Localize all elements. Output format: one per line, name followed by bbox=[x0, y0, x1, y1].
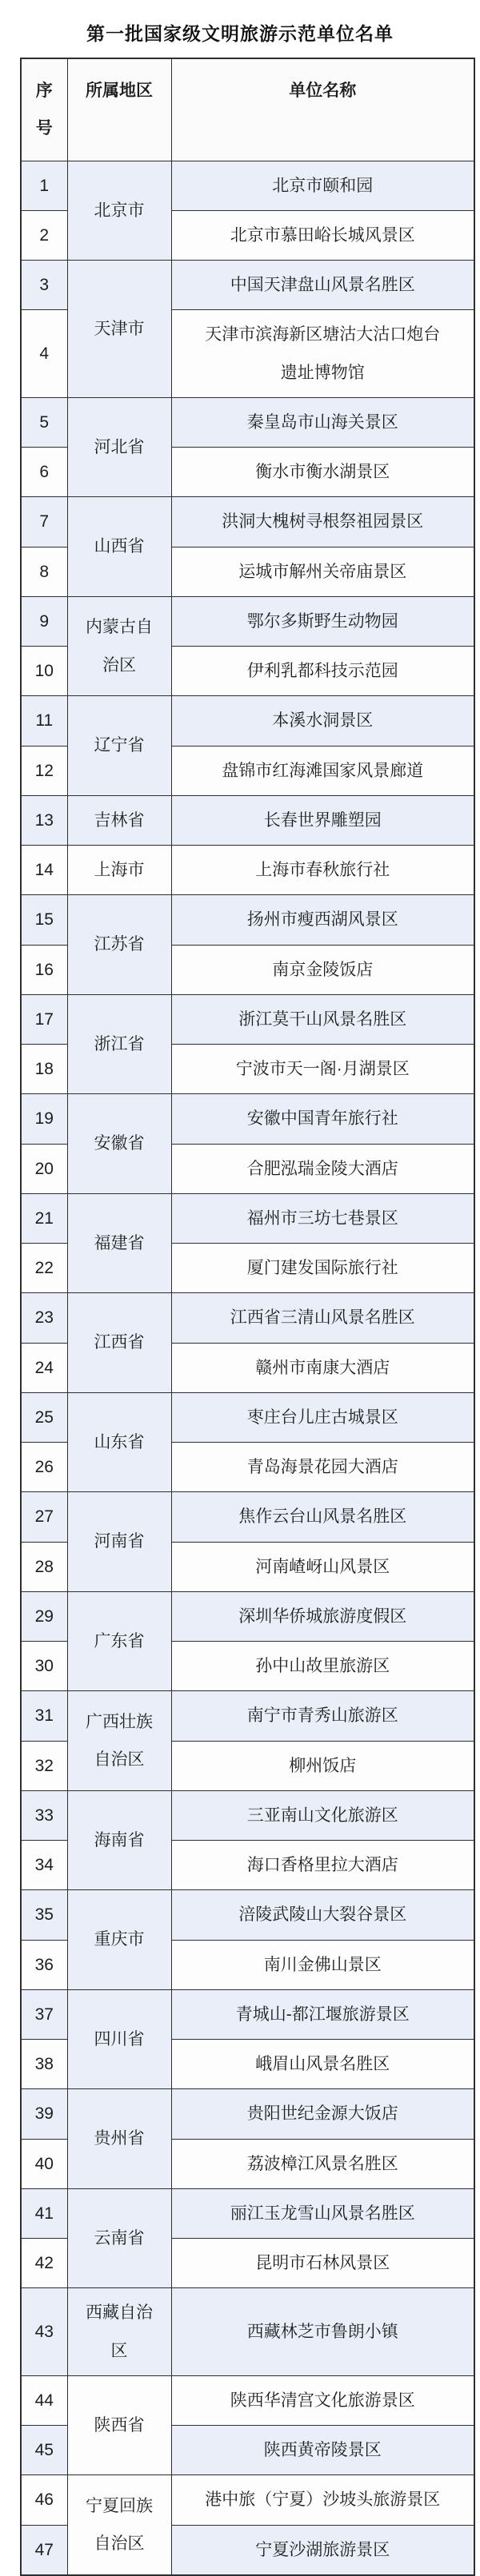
unit-name-text: 柳州饭店 bbox=[289, 1756, 357, 1775]
row-index-cell: 26 bbox=[21, 1443, 67, 1492]
row-index-cell: 38 bbox=[21, 2040, 67, 2089]
unit-name-cell bbox=[171, 795, 474, 845]
unit-name-cell bbox=[171, 2089, 474, 2139]
region-text: 贵州省 bbox=[94, 2129, 145, 2148]
table-row bbox=[21, 2188, 474, 2238]
region-text: 海南省 bbox=[94, 1830, 145, 1849]
unit-name-cell bbox=[171, 2375, 474, 2425]
region-cell bbox=[67, 1094, 171, 1194]
unit-name-cell bbox=[171, 1890, 474, 1940]
row-index-cell: 17 bbox=[21, 994, 67, 1044]
region-text: 浙江省 bbox=[94, 1034, 145, 1053]
unit-name-text: 本溪水洞景区 bbox=[272, 711, 374, 731]
row-index-cell: 32 bbox=[21, 1741, 67, 1790]
unit-name-text: 南宁市青秀山旅游区 bbox=[246, 1706, 398, 1726]
row-index-cell: 30 bbox=[21, 1642, 67, 1691]
table-body bbox=[21, 161, 474, 2575]
region-cell bbox=[67, 161, 171, 261]
row-index-cell: 18 bbox=[21, 1045, 67, 1094]
unit-name-cell bbox=[171, 547, 474, 596]
unit-name-cell bbox=[171, 161, 474, 210]
unit-name-text: 宁波市天一阁·月湖景区 bbox=[235, 1060, 410, 1078]
unit-name-cell bbox=[171, 1443, 474, 1492]
region-text: 陕西省 bbox=[94, 2415, 145, 2435]
table-header bbox=[21, 58, 474, 161]
region-text: 广东省 bbox=[94, 1631, 145, 1650]
unit-name-text: 青岛海景花园大酒店 bbox=[246, 1458, 398, 1476]
row-index-cell: 25 bbox=[21, 1392, 67, 1442]
row-index-cell: 41 bbox=[21, 2188, 67, 2238]
region-text: 宁夏回族自治区 bbox=[86, 2496, 153, 2553]
region-text: 山西省 bbox=[94, 537, 145, 556]
unit-name-text: 扬州市瘦西湖风景区 bbox=[246, 910, 398, 930]
unit-name-cell bbox=[171, 2288, 474, 2376]
unit-name-text: 海口香格里拉大酒店 bbox=[246, 1856, 398, 1874]
region-cell bbox=[67, 846, 171, 895]
region-text: 辽宁省 bbox=[94, 736, 145, 755]
region-cell bbox=[67, 2475, 171, 2575]
row-index-cell: 28 bbox=[21, 1542, 67, 1591]
region-text: 安徽省 bbox=[94, 1134, 145, 1153]
region-cell bbox=[67, 397, 171, 497]
row-index-cell: 23 bbox=[21, 1293, 67, 1343]
unit-name-text: 合肥泓瑞金陵大酒店 bbox=[246, 1159, 398, 1178]
row-index-cell: 21 bbox=[21, 1193, 67, 1243]
row-index-cell: 37 bbox=[21, 1989, 67, 2039]
region-cell bbox=[67, 994, 171, 1094]
unit-name-cell bbox=[171, 210, 474, 260]
unit-name-cell bbox=[171, 1989, 474, 2039]
unit-name-text: 运城市解州关帝庙景区 bbox=[238, 562, 407, 581]
table-row bbox=[21, 2288, 474, 2376]
region-text: 广西壮族自治区 bbox=[86, 1712, 153, 1769]
region-cell bbox=[67, 1193, 171, 1293]
row-index-cell: 6 bbox=[21, 448, 67, 497]
unit-name-cell bbox=[171, 1542, 474, 1591]
unit-name-cell bbox=[171, 1790, 474, 1840]
unit-name-text: 赣州市南康大酒店 bbox=[255, 1358, 390, 1377]
unit-name-cell bbox=[171, 448, 474, 497]
row-index-cell: 2 bbox=[21, 210, 67, 260]
unit-name-cell bbox=[171, 1591, 474, 1641]
table-row bbox=[21, 696, 474, 746]
row-index-cell: 45 bbox=[21, 2426, 67, 2475]
region-text: 西藏自治区 bbox=[86, 2303, 153, 2360]
unit-name-text: 南京金陵饭店 bbox=[272, 960, 374, 979]
region-cell bbox=[67, 2375, 171, 2475]
unit-name-text: 深圳华侨城旅游度假区 bbox=[238, 1607, 407, 1626]
region-text: 内蒙古自治区 bbox=[86, 618, 153, 675]
unit-name-cell bbox=[171, 1343, 474, 1392]
header-cell-index bbox=[21, 58, 67, 161]
unit-name-text: 北京市慕田峪长城风景区 bbox=[230, 225, 415, 245]
row-index-cell: 20 bbox=[21, 1144, 67, 1193]
table-row bbox=[21, 1790, 474, 1840]
row-index-cell: 27 bbox=[21, 1492, 67, 1542]
table-row bbox=[21, 1094, 474, 1144]
row-index-cell: 9 bbox=[21, 596, 67, 646]
unit-name-cell bbox=[171, 1244, 474, 1293]
unit-name-text: 洪洞大槐树寻根祭祖园景区 bbox=[222, 512, 424, 532]
region-cell bbox=[67, 1790, 171, 1890]
row-index-cell: 15 bbox=[21, 895, 67, 945]
unit-name-text: 荔波樟江风景名胜区 bbox=[246, 2154, 398, 2173]
table-row bbox=[21, 2375, 474, 2425]
unit-name-text: 西藏林芝市鲁朗小镇 bbox=[246, 2322, 398, 2341]
unit-name-text: 焦作云台山风景名胜区 bbox=[238, 1507, 407, 1527]
unit-name-text: 秦皇岛市山海关景区 bbox=[246, 412, 398, 432]
row-index-cell: 46 bbox=[21, 2475, 67, 2525]
region-cell bbox=[67, 1293, 171, 1393]
unit-name-cell bbox=[171, 994, 474, 1044]
table-row bbox=[21, 1293, 474, 1343]
row-index-cell: 35 bbox=[21, 1890, 67, 1940]
region-cell bbox=[67, 795, 171, 845]
table-row bbox=[21, 994, 474, 1044]
unit-name-cell bbox=[171, 1392, 474, 1442]
unit-name-cell bbox=[171, 2040, 474, 2089]
row-index-cell: 39 bbox=[21, 2089, 67, 2139]
region-cell bbox=[67, 1989, 171, 2089]
row-index-cell: 31 bbox=[21, 1691, 67, 1741]
unit-name-cell bbox=[171, 647, 474, 696]
table-row bbox=[21, 1691, 474, 1741]
region-text: 山东省 bbox=[94, 1432, 145, 1451]
unit-name-text: 青城山-都江堰旅游景区 bbox=[235, 2005, 410, 2024]
region-cell bbox=[67, 696, 171, 796]
table-row bbox=[21, 1989, 474, 2039]
row-index-cell: 24 bbox=[21, 1343, 67, 1392]
table-row bbox=[21, 1193, 474, 1243]
unit-name-text: 河南嵖岈山风景区 bbox=[255, 1557, 390, 1576]
region-text: 江西省 bbox=[94, 1333, 145, 1352]
unit-name-cell bbox=[171, 1193, 474, 1243]
region-text: 上海市 bbox=[94, 861, 145, 879]
row-index-cell: 8 bbox=[21, 547, 67, 596]
row-index-cell: 7 bbox=[21, 497, 67, 547]
row-index-cell: 29 bbox=[21, 1591, 67, 1641]
page-title: 第一批国家级文明旅游示范单位名单 bbox=[86, 23, 394, 44]
unit-name-cell bbox=[171, 2525, 474, 2575]
row-index-cell: 11 bbox=[21, 696, 67, 746]
region-text: 河南省 bbox=[94, 1532, 145, 1551]
unit-name-text: 衡水市衡水湖景区 bbox=[255, 463, 390, 481]
table-row bbox=[21, 497, 474, 547]
row-index-cell: 43 bbox=[21, 2288, 67, 2376]
unit-name-cell bbox=[171, 2426, 474, 2475]
unit-name-cell bbox=[171, 895, 474, 945]
unit-name-text: 涪陵武陵山大裂谷景区 bbox=[238, 1905, 407, 1925]
unit-name-text: 鄂尔多斯野生动物园 bbox=[246, 611, 398, 631]
table-row bbox=[21, 795, 474, 845]
unit-name-cell bbox=[171, 310, 474, 398]
unit-name-cell bbox=[171, 1045, 474, 1094]
table-row bbox=[21, 1492, 474, 1542]
region-cell bbox=[67, 1492, 171, 1592]
region-text: 四川省 bbox=[94, 2029, 145, 2048]
row-index-cell: 36 bbox=[21, 1940, 67, 1989]
region-cell bbox=[67, 2288, 171, 2376]
unit-name-text: 孙中山故里旅游区 bbox=[255, 1657, 390, 1675]
row-index-cell: 10 bbox=[21, 647, 67, 696]
unit-name-cell bbox=[171, 1492, 474, 1542]
unit-name-text: 江西省三清山风景名胜区 bbox=[230, 1308, 415, 1328]
row-index-cell: 16 bbox=[21, 945, 67, 994]
unit-name-text: 厦门建发国际旅行社 bbox=[246, 1259, 398, 1277]
region-cell bbox=[67, 1890, 171, 1990]
region-cell bbox=[67, 261, 171, 398]
unit-name-text: 北京市颐和园 bbox=[272, 176, 374, 195]
unit-name-text: 上海市春秋旅行社 bbox=[255, 861, 390, 879]
table-row bbox=[21, 161, 474, 210]
row-index-cell: 12 bbox=[21, 746, 67, 795]
unit-name-text: 中国天津盘山风景名胜区 bbox=[230, 276, 415, 294]
table-row bbox=[21, 2089, 474, 2139]
unit-name-cell bbox=[171, 1741, 474, 1790]
region-text: 吉林省 bbox=[94, 810, 145, 830]
table-row bbox=[21, 2475, 474, 2525]
unit-name-cell bbox=[171, 596, 474, 646]
region-text: 重庆市 bbox=[94, 1930, 145, 1949]
unit-name-text: 陕西华清宫文化旅游景区 bbox=[230, 2391, 415, 2410]
region-text: 河北省 bbox=[94, 437, 145, 456]
row-index-cell: 1 bbox=[21, 161, 67, 210]
table-row bbox=[21, 846, 474, 895]
row-index-cell: 44 bbox=[21, 2375, 67, 2425]
unit-name-cell bbox=[171, 497, 474, 547]
header-cell-name: 单位名称 bbox=[171, 58, 474, 161]
unit-name-text: 福州市三坊七巷景区 bbox=[246, 1208, 398, 1228]
unit-name-text: 浙江莫干山风景名胜区 bbox=[238, 1009, 407, 1029]
table-row bbox=[21, 261, 474, 310]
row-index-cell: 33 bbox=[21, 1790, 67, 1840]
unit-name-text: 南川金佛山景区 bbox=[263, 1955, 382, 1974]
region-cell bbox=[67, 497, 171, 597]
unit-name-cell bbox=[171, 1691, 474, 1741]
unit-name-text: 伊利乳都科技示范园 bbox=[246, 662, 398, 680]
row-index-cell: 42 bbox=[21, 2239, 67, 2288]
table-row bbox=[21, 397, 474, 447]
unit-name-cell bbox=[171, 397, 474, 447]
unit-name-text: 港中旅（宁夏）沙坡头旅游景区 bbox=[205, 2490, 441, 2510]
region-text: 江苏省 bbox=[94, 935, 145, 954]
row-index-cell: 19 bbox=[21, 1094, 67, 1144]
unit-name-text: 枣庄台儿庄古城景区 bbox=[246, 1407, 398, 1427]
row-index-cell: 34 bbox=[21, 1841, 67, 1890]
unit-name-cell bbox=[171, 1094, 474, 1144]
header-cell-region: 所属地区 bbox=[67, 58, 171, 161]
unit-name-cell bbox=[171, 1144, 474, 1193]
unit-name-text: 盘锦市红海滩国家风景廊道 bbox=[222, 761, 424, 780]
table-row bbox=[21, 895, 474, 945]
region-cell bbox=[67, 2188, 171, 2288]
unit-name-cell bbox=[171, 746, 474, 795]
unit-name-cell bbox=[171, 2139, 474, 2188]
unit-name-cell bbox=[171, 846, 474, 895]
unit-name-cell bbox=[171, 1293, 474, 1343]
unit-name-text: 长春世界雕塑园 bbox=[263, 810, 382, 830]
row-index-cell: 3 bbox=[21, 261, 67, 310]
region-cell bbox=[67, 596, 171, 696]
unit-name-text: 陕西黄帝陵景区 bbox=[263, 2441, 382, 2459]
unit-name-text: 安徽中国青年旅行社 bbox=[246, 1109, 398, 1129]
row-index-cell: 47 bbox=[21, 2525, 67, 2575]
row-index-cell: 4 bbox=[21, 310, 67, 398]
region-cell bbox=[67, 2089, 171, 2189]
unit-name-text: 贵阳世纪金源大饭店 bbox=[246, 2104, 398, 2124]
unit-name-text: 宁夏沙湖旅游景区 bbox=[255, 2540, 390, 2559]
region-text: 天津市 bbox=[94, 319, 145, 338]
row-index-cell: 40 bbox=[21, 2139, 67, 2188]
unit-name-cell bbox=[171, 261, 474, 310]
region-text: 云南省 bbox=[94, 2228, 145, 2248]
table-row bbox=[21, 596, 474, 646]
unit-name-text: 昆明市石林风景区 bbox=[255, 2254, 390, 2272]
header-index-label: 序号 bbox=[35, 82, 53, 138]
unit-name-cell bbox=[171, 2239, 474, 2288]
unit-name-text: 天津市滨海新区塘沽大沽口炮台遗址博物馆 bbox=[205, 325, 441, 382]
unit-name-cell bbox=[171, 945, 474, 994]
row-index-cell: 13 bbox=[21, 795, 67, 845]
header-row bbox=[21, 58, 474, 161]
units-table bbox=[20, 58, 475, 2576]
unit-name-cell bbox=[171, 2188, 474, 2238]
unit-name-text: 峨眉山风景名胜区 bbox=[255, 2055, 390, 2073]
region-cell bbox=[67, 895, 171, 995]
region-text: 福建省 bbox=[94, 1233, 145, 1252]
table-row bbox=[21, 1591, 474, 1641]
region-cell bbox=[67, 1691, 171, 1791]
region-cell bbox=[67, 1591, 171, 1691]
unit-name-cell bbox=[171, 2475, 474, 2525]
unit-name-cell bbox=[171, 696, 474, 746]
unit-name-cell bbox=[171, 1940, 474, 1989]
region-text: 北京市 bbox=[94, 201, 145, 220]
row-index-cell: 5 bbox=[21, 397, 67, 447]
row-index-cell: 14 bbox=[21, 846, 67, 895]
row-index-cell: 22 bbox=[21, 1244, 67, 1293]
region-cell bbox=[67, 1392, 171, 1492]
unit-name-cell bbox=[171, 1841, 474, 1890]
unit-name-text: 三亚南山文化旅游区 bbox=[246, 1806, 398, 1825]
unit-name-cell bbox=[171, 1642, 474, 1691]
table-row bbox=[21, 1392, 474, 1442]
unit-name-text: 丽江玉龙雪山风景名胜区 bbox=[230, 2204, 415, 2223]
table-row bbox=[21, 1890, 474, 1940]
